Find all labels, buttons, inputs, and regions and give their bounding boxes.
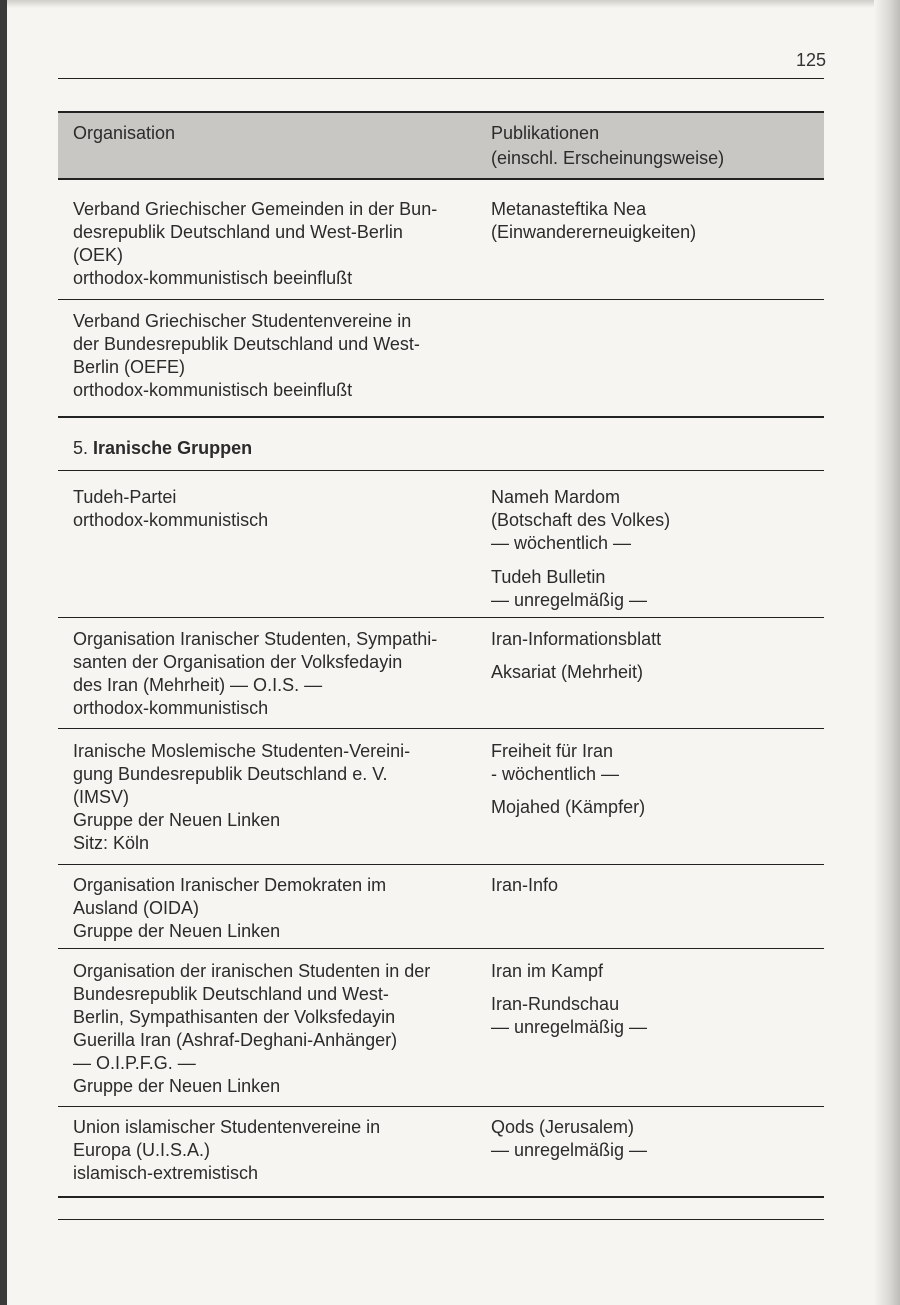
row-org-uisa: Union islamischer Studentenvereine in Europa (U.I.S.A.) islamisch-extremistisch [73,1117,381,1183]
row-org-oek: Verband Griechischer Gemeinden in der Bun- desrepublik Deutschland und West-Berlin (OEK) orthodox-kommunistisch beeinflußt [73,199,438,288]
row-pub-imsv-1: Freiheit für Iran - wöchentlich — [491,741,620,784]
row-divider [58,864,824,865]
scan-left-edge [0,0,7,1305]
row-pub-uisa-1: Qods (Jerusalem) — unregelmäßig — [491,1117,648,1160]
footer-rule [58,1219,824,1220]
row-pub-oipfg-1: Iran im Kampf [491,961,604,981]
row-pub-ois-1: Iran-Informationsblatt [491,629,662,649]
page-number: 125 [795,50,826,70]
row-org-oefe: Verband Griechischer Studentenvereine in der Bundesrepublik Deutschland und West- Berlin (OEFE) orthodox-kommunistisch beeinflußt [73,311,420,400]
row-org-oipfg: Organisation der iranischen Studenten in der Bundesrepublik Deutschland und West- Berlin, Sympathisanten der Volksfedayin Guerilla Iran (Ashraf-Deghani-Anhänger) — O.I.P.F.G. — Gruppe der Neuen Linken [73,961,431,1096]
row-org-oida: Organisation Iranischer Demokraten im Ausland (OIDA) Gruppe der Neuen Linken [73,875,387,941]
row-divider [58,299,824,300]
row-pub-oipfg-2: Iran-Rundschau — unregelmäßig — [491,994,648,1037]
row-divider [58,617,824,618]
row-pub-ois-2: Aksariat (Mehrheit) [491,662,644,682]
row-org-imsv: Iranische Moslemische Studenten-Vereini- gung Bundesrepublik Deutschland e. V. (IMSV) Gruppe der Neuen Linken Sitz: Köln [73,741,411,853]
scan-top-edge [0,0,900,8]
section-title: Iranische Gruppen [93,438,253,458]
row-org-tudeh: Tudeh-Partei orthodox-kommunistisch [73,487,269,530]
row-divider [58,470,824,471]
row-divider [58,948,824,949]
row-pub-oek: Metanasteftika Nea (Einwandererneuigkeiten) [491,199,697,242]
row-org-ois: Organisation Iranischer Studenten, Sympathi- santen der Organisation der Volksfedayin des Iran (Mehrheit) — O.I.S. — orthodox-kommunistisch [73,629,438,718]
header-organisation: Organisation [73,123,176,143]
row-divider [58,1106,824,1107]
section-divider [58,416,824,418]
header-publikationen: Publikationen [491,123,600,143]
header-publikationen-note: (einschl. Erscheinungsweise) [491,148,725,168]
row-pub-oida-1: Iran-Info [491,875,559,895]
header-top-rule [58,111,824,113]
header-bottom-rule [58,178,824,180]
section-heading [73,437,252,460]
row-divider [58,728,824,729]
row-pub-imsv-2: Mojahed (Kämpfer) [491,797,646,817]
row-pub-tudeh-1: Nameh Mardom (Botschaft des Volkes) — wöchentlich — [491,487,671,553]
row-pub-tudeh-2: Tudeh Bulletin — unregelmäßig — [491,567,648,610]
top-rule [58,78,824,79]
table-bottom-rule [58,1196,824,1198]
scan-binding-shadow [874,0,900,1305]
section-number: 5. [73,438,89,458]
